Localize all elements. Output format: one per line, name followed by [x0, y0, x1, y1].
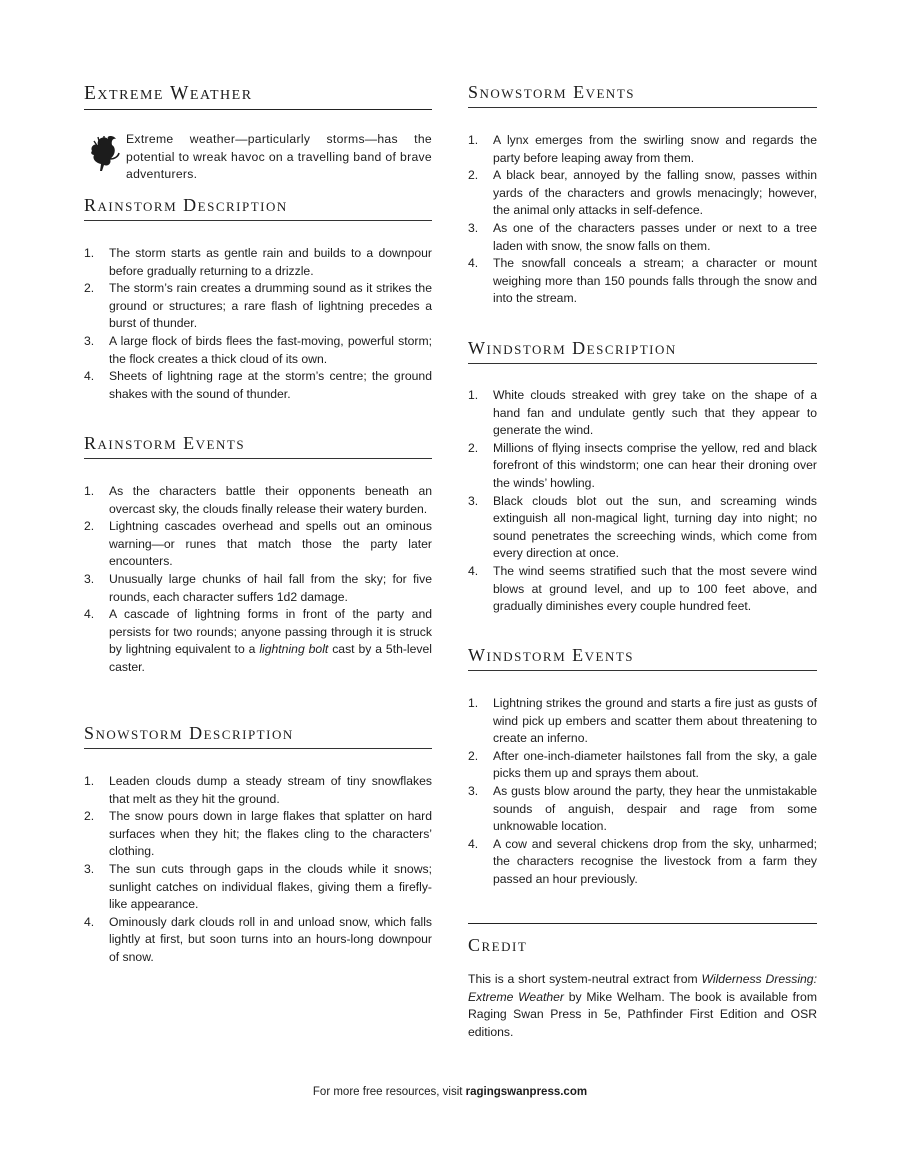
windstorm-events-list: [468, 695, 817, 889]
list-item: 4. The wind seems stratified such that the most severe wind blows at ground level, and up to 100 feet above, and gradually diminishes every couple hundred feet.: [468, 563, 817, 614]
list-item: 2. The storm’s rain creates a drumming sound as it strikes the ground or structures; a rare flash of lightning precedes a burst of thunder.: [84, 281, 432, 331]
footer-text: For more free resources, visit: [312, 1086, 466, 1098]
list-item: 2. After one-inch-diameter hailstones fall from the sky, a gale picks them up and sprays them about.: [468, 748, 817, 781]
windstorm-events-heading: Windstorm Events: [468, 646, 817, 671]
credit-text: This is a short system-neutral extract from Wilderness Dressing: Extreme Weather by Mike Welham. The book is available from Raging Swan Press in 5e, Pathfinder First Edition and OSR editions.: [468, 972, 817, 1039]
list-item: 3. Black clouds blot out the sun, and screaming winds extinguish all non-magical light, turning day into night; no sound penetrates the screeching winds, which come from every direction at once.: [468, 493, 817, 561]
list-item: 3. The sun cuts through gaps in the clouds while it snows; sunlight catches on individual flakes, giving them a firefly-like appearance.: [84, 861, 432, 912]
rainstorm-events-list: [84, 483, 432, 677]
list-item: 3. As gusts blow around the party, they hear the unmistakable sounds of anguish, despair and rage from some unknowable location.: [468, 783, 817, 834]
rainstorm-description-list: [84, 245, 432, 403]
windstorm-description-heading: Windstorm Description: [468, 339, 817, 364]
list-item: 1. As the characters battle their opponents beneath an overcast sky, the clouds finally release their watery burden.: [84, 484, 432, 516]
list-item: 1. White clouds streaked with grey take on the shape of a hand fan and undulate gently such that they appear to generate the wind.: [468, 388, 817, 438]
list-item: 4. The snowfall conceals a stream; a character or mount weighing more than 150 pounds falls through the snow and into the stream.: [468, 256, 817, 306]
credit-heading: Credit: [468, 935, 528, 955]
rainstorm-description-heading: Rainstorm Description: [84, 196, 432, 221]
list-item: 4. A cascade of lightning forms in front of the party and persists for two rounds; anyone passing through it is struck by lightning equivalent to a lightning bolt cast by a 5th-level caster.: [84, 607, 432, 674]
footer-link[interactable]: ragingswanpress.com: [465, 1086, 588, 1098]
extreme-weather-heading: Extreme Weather: [84, 85, 432, 110]
list-item: 2. The snow pours down in large flakes that splatter on hard surfaces when they hit; the flakes cling to the characters’ clothing.: [84, 809, 432, 859]
intro-text: Extreme weather—particularly storms—has the potential to wreak havoc on a travelling band of brave adventurers.: [126, 132, 432, 182]
list-item: 3. Unusually large chunks of hail fall from the sky; for five rounds, each character suffers 1d2 damage.: [84, 571, 432, 604]
credit-top-rule: [468, 923, 817, 924]
snowstorm-description-list: [84, 773, 432, 967]
rainstorm-events-heading: Rainstorm Events: [84, 434, 432, 459]
snowstorm-events-list: [468, 132, 817, 308]
list-item: 1. Leaden clouds dump a steady stream of tiny snowflakes that melt as they hit the ground.: [84, 774, 432, 806]
snowstorm-events-heading: Snowstorm Events: [468, 83, 817, 108]
list-item: 3. As one of the characters passes under or next to a tree laden with snow, the snow falls on them.: [468, 220, 817, 253]
list-item: 2. Lightning cascades overhead and spells out an ominous warning—or runes that match those the party later encounters.: [84, 519, 432, 569]
list-item: 3. A large flock of birds flees the fast-moving, powerful storm; the flock creates a thick cloud of its own.: [84, 333, 432, 366]
swan-logo-icon: [86, 133, 120, 173]
list-item: 2. A black bear, annoyed by the falling snow, passes within yards of the characters and growls menacingly; however, the animal only attacks in self-defence.: [468, 168, 817, 218]
list-item: 4. Ominously dark clouds roll in and unload snow, which falls lightly at first, but soon turns into an hours-long downpour of snow.: [84, 914, 432, 964]
list-item: 4. A cow and several chickens drop from the sky, unharmed; the characters recognise the livestock from a farm they passed an hour previously.: [468, 836, 817, 886]
list-item: 1. A lynx emerges from the swirling snow and regards the party before leaping away from them.: [468, 133, 817, 165]
windstorm-description-list: [468, 387, 817, 616]
page-footer: [0, 1086, 900, 1098]
intro-block: [84, 131, 432, 184]
list-item: 1. The storm starts as gentle rain and builds to a downpour before gradually returning to a drizzle.: [84, 246, 432, 278]
list-item: 4. Sheets of lightning rage at the storm’s centre; the ground shakes with the sound of thunder.: [84, 369, 432, 401]
book-title: Wilderness Dressing: Extreme Weather: [468, 972, 817, 1004]
list-item: 1. Lightning strikes the ground and starts a fire just as gusts of wind pick up embers and scatter them about threatening to create an inferno.: [468, 696, 817, 746]
list-item: 2. Millions of flying insects comprise the yellow, red and black forefront of this windstorm; one can hear their droning over the winds’ howling.: [468, 440, 817, 490]
snowstorm-description-heading: Snowstorm Description: [84, 724, 432, 749]
